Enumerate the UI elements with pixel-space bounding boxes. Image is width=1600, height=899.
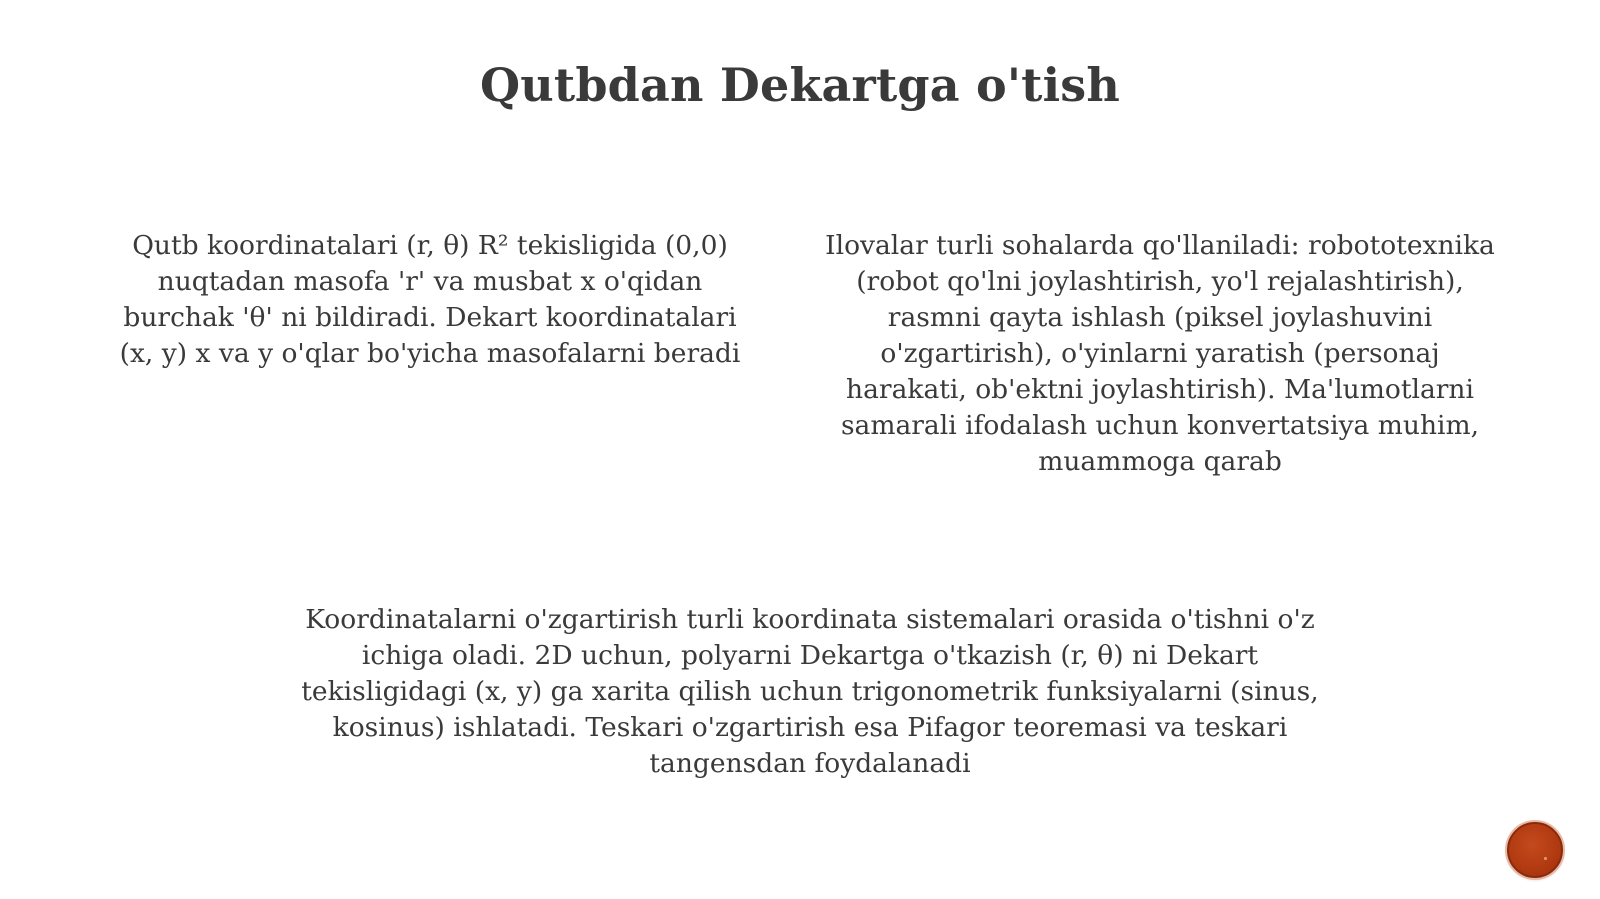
slide-nav-button[interactable] — [1507, 822, 1563, 878]
applications-paragraph: Ilovalar turli sohalarda qo'llaniladi: robototexnika (robot qo'lni joylashtirish, yo'l rejalashtirish), rasmni qayta ishlash (piksel joylashuvini o'zgartirish), o'yinlarni yaratish (personaj harakati, ob'ektni joylashtirish). Ma'lumotlarni samarali ifodalash uchun konvertatsiya muhim, muammoga qarab — [825, 230, 1495, 477]
polar-coordinates-paragraph: Qutb koordinatalari (r, θ) R² tekisligida (0,0) nuqtadan masofa 'r' va musbat x o'qidan burchak 'θ' ni bildiradi. Dekart koordinatalari (x, y) x va y o'qlar bo'yicha masofalarni beradi — [119, 230, 741, 369]
circle-nav-icon — [1544, 857, 1547, 860]
slide-title: Qutbdan Dekartga o'tish — [479, 58, 1121, 112]
coordinate-transformation-paragraph: Koordinatalarni o'zgartirish turli koordinata sistemalari orasida o'tishni o'z ichiga oladi. 2D uchun, polyarni Dekartga o'tkazish (r, θ) ni Dekart tekisligidagi (x, y) ga xarita qilish uchun trigonometrik funksiyalarni (sinus, kosinus) ishlatadi. Teskari o'zgartirish esa Pifagor teoremasi va teskari tangensdan foydalanadi — [301, 604, 1319, 779]
